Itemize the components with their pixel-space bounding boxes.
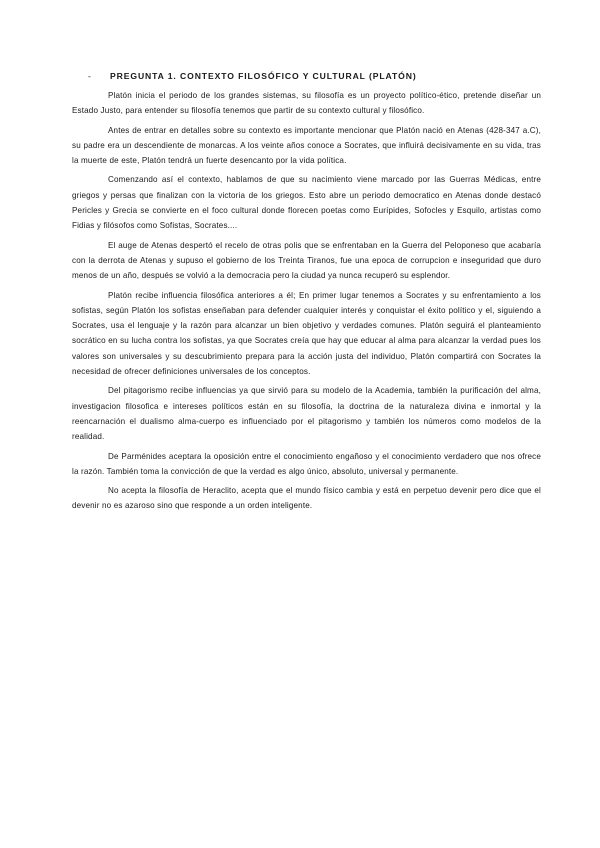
document-page (72, 70, 541, 518)
heading-bullet: - (88, 71, 92, 81)
paragraph-socrates-influence: Platón recibe influencia filosófica anteriores a él; En primer lugar tenemos a Socrates y su enfrentamiento a los sofistas, según Platón los sofistas enseñaban para defender cualquier interés y conquistar el éxito político y el, siguiendo a Socrates, usa el lenguaje y la razón para alcanzar un bien objetivo y verdades comunes. Platón seguirá el planteamiento socrático en su lucha contra los sofistas, ya que Socrates creía que hay que educar al alma para alcanzar la verdad pues los valores son universales y su descubrimiento prepara para la acción justa del individuo, Platón compartirá con Socrates la necesidad de ofrecer definiciones universales de los conceptos. (72, 290, 541, 377)
paragraph-intro: Platón inicia el periodo de los grandes sistemas, su filosofía es un proyecto político-ético, pretende diseñar un Estado Justo, para entender su filosofía tenemos que partir de su contexto cultural y filosófico. (72, 91, 541, 116)
paragraph-peloponnesian-war: El auge de Atenas despertó el recelo de otras polis que se enfrentaban en la Guerra del Peloponeso que acabaría con la derrota de Atenas y supuso el gobierno de los Treinta Tiranos, fue una epoca de corrupcion e inseguridad que duro menos de un año, después se volvió a la democracia pero la ciudad ya nunca recuperó su esplendor. (72, 240, 541, 281)
heading-title: PREGUNTA 1. CONTEXTO FILOSÓFICO Y CULTURAL (PLATÓN) (110, 71, 417, 81)
section-heading (88, 70, 541, 83)
paragraph-biography: Antes de entrar en detalles sobre su contexto es importante mencionar que Platón nació en Atenas (428-347 a.C), su padre era un descendiente de monarcas. A los veinte años conoce a Socrates, que influirá decisivamente en su vida, tras la muerte de este, Platón tendrá un fuerte desencanto por la vida política. (72, 125, 541, 166)
paragraph-historical-context: Comenzando así el contexto, hablamos de que su nacimiento viene marcado por las Guerras Médicas, entre griegos y persas que finalizan con la victoria de los griegos. Esto abre un periodo democratico en Atenas donde destacó Pericles y Grecia se convierte en el foco cultural donde florecen poetas como Eurípides, Sofocles y Esquilo, artistas como Fidias y filósofos como Sofistas, Socrates.... (72, 175, 541, 231)
paragraph-parmenides-influence: De Parménides aceptara la oposición entre el conocimiento engañoso y el conocimiento verdadero que nos ofrece la razón. También toma la convicción de que la verdad es algo único, absoluto, universal y permanente. (72, 451, 541, 476)
paragraph-heraclitus-influence: No acepta la filosofía de Heraclito, acepta que el mundo físico cambia y está en perpetuo devenir pero dice que el devenir no es azaroso sino que responde a un orden inteligente. (72, 486, 541, 511)
paragraph-pythagoras-influence: Del pitagorismo recibe influencias ya que sirvió para su modelo de la Academia, también la purificación del alma, investigacion filosofica e intereses políticos están en su filosofía, la doctrina de la naturaleza divina e inmortal y la reencarnación el dualismo alma-cuerpo es influenciado por el pitagorismo y también los números como modelos de la realidad. (72, 386, 541, 442)
